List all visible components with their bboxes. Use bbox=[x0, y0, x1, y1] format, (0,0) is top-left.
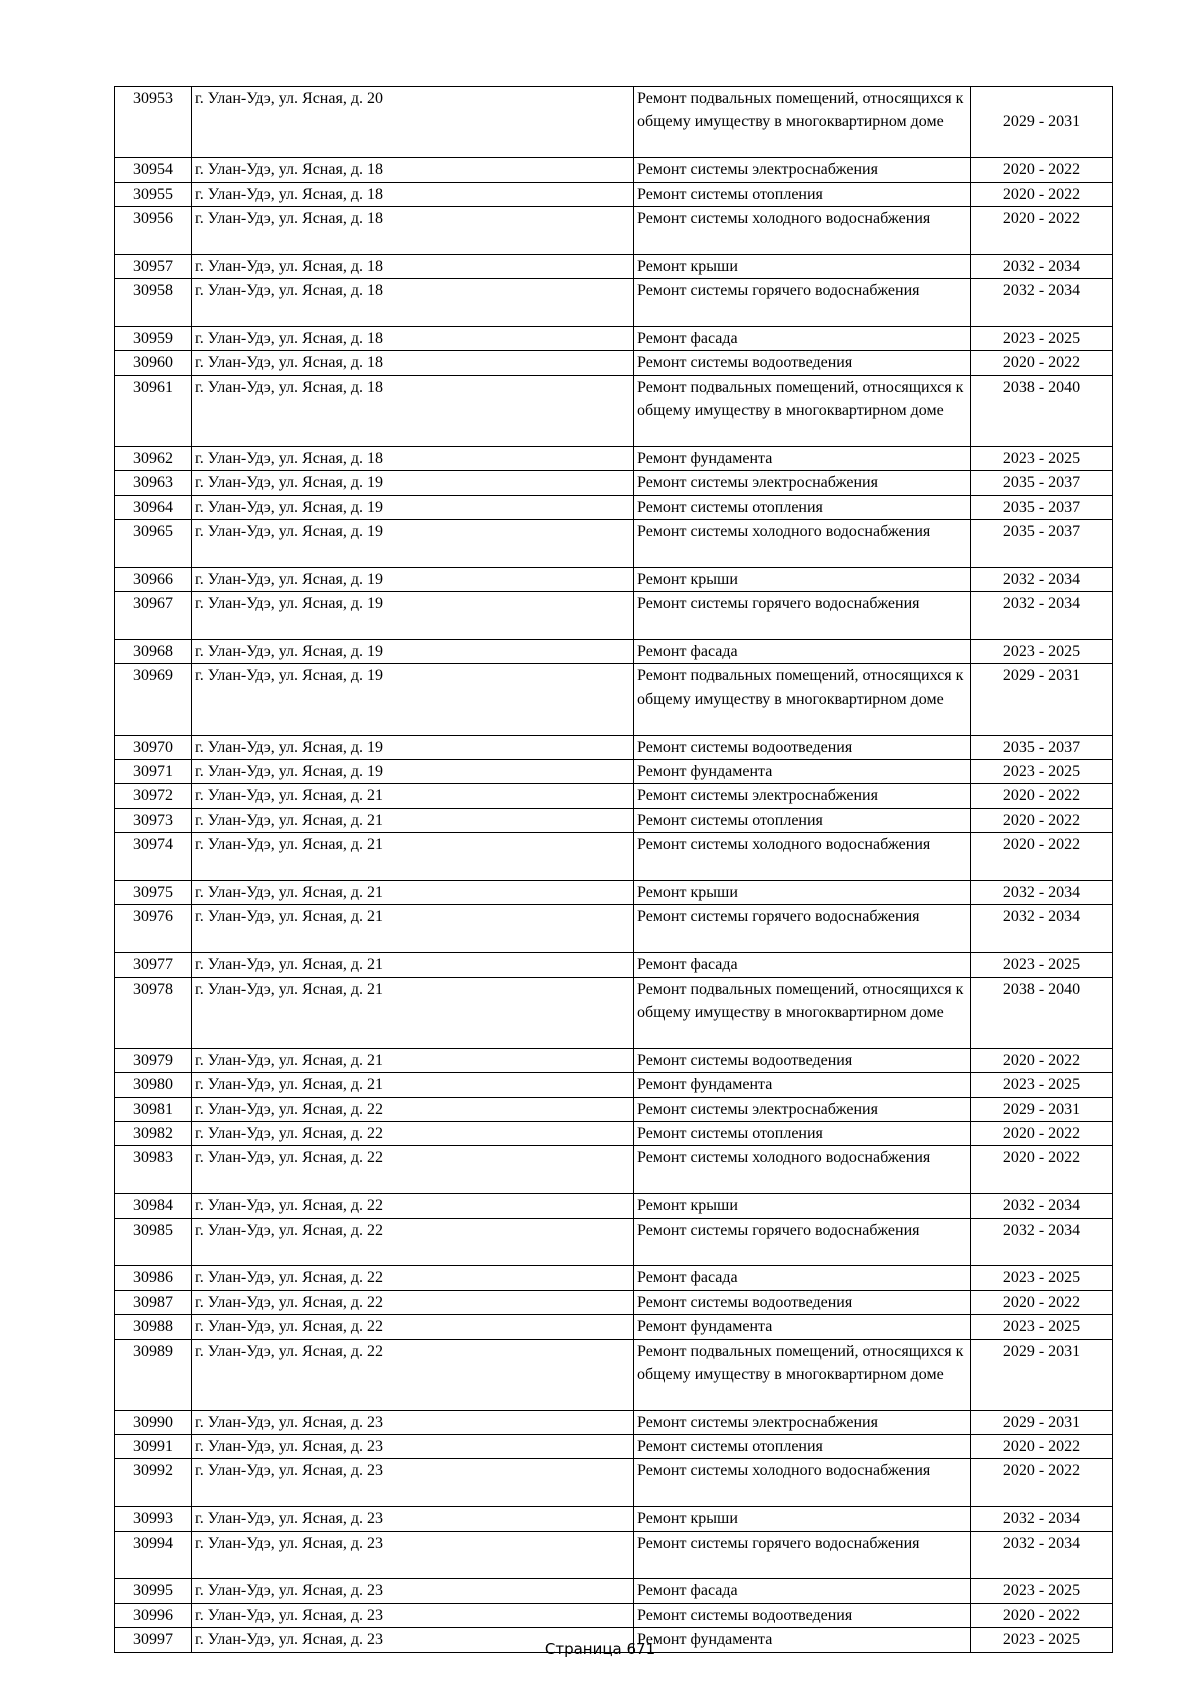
address-cell: г. Улан-Удэ, ул. Ясная, д. 19 bbox=[192, 592, 634, 640]
period-cell: 2020 - 2022 bbox=[971, 1435, 1113, 1459]
table-row bbox=[115, 1339, 1113, 1410]
row-number-cell: 30961 bbox=[115, 375, 192, 446]
address-cell: г. Улан-Удэ, ул. Ясная, д. 19 bbox=[192, 735, 634, 759]
address-cell: г. Улан-Удэ, ул. Ясная, д. 23 bbox=[192, 1531, 634, 1579]
work-type-cell: Ремонт крыши bbox=[634, 881, 971, 905]
row-number-cell: 30955 bbox=[115, 182, 192, 206]
address-cell: г. Улан-Удэ, ул. Ясная, д. 22 bbox=[192, 1121, 634, 1145]
period-cell: 2032 - 2034 bbox=[971, 1218, 1113, 1266]
row-number-cell: 30995 bbox=[115, 1579, 192, 1603]
period-cell: 2020 - 2022 bbox=[971, 784, 1113, 808]
period-cell: 2020 - 2022 bbox=[971, 808, 1113, 832]
period-cell: 2023 - 2025 bbox=[971, 760, 1113, 784]
address-cell: г. Улан-Удэ, ул. Ясная, д. 21 bbox=[192, 905, 634, 953]
period-cell: 2032 - 2034 bbox=[971, 1531, 1113, 1579]
row-number-cell: 30992 bbox=[115, 1459, 192, 1507]
table-row bbox=[115, 784, 1113, 808]
work-type-cell: Ремонт системы водоотведения bbox=[634, 351, 971, 375]
table-row bbox=[115, 87, 1113, 158]
row-number-cell: 30975 bbox=[115, 881, 192, 905]
period-cell: 2020 - 2022 bbox=[971, 833, 1113, 881]
work-type-cell: Ремонт системы отопления bbox=[634, 808, 971, 832]
work-type-cell: Ремонт системы холодного водоснабжения bbox=[634, 1146, 971, 1194]
table-row bbox=[115, 1507, 1113, 1531]
table-row bbox=[115, 664, 1113, 735]
address-cell: г. Улан-Удэ, ул. Ясная, д. 19 bbox=[192, 760, 634, 784]
address-cell: г. Улан-Удэ, ул. Ясная, д. 19 bbox=[192, 664, 634, 735]
address-cell: г. Улан-Удэ, ул. Ясная, д. 22 bbox=[192, 1315, 634, 1339]
address-cell: г. Улан-Удэ, ул. Ясная, д. 23 bbox=[192, 1507, 634, 1531]
period-cell: 2023 - 2025 bbox=[971, 446, 1113, 470]
row-number-cell: 30994 bbox=[115, 1531, 192, 1579]
address-cell: г. Улан-Удэ, ул. Ясная, д. 18 bbox=[192, 375, 634, 446]
table-row bbox=[115, 182, 1113, 206]
address-cell: г. Улан-Удэ, ул. Ясная, д. 21 bbox=[192, 784, 634, 808]
work-type-cell: Ремонт крыши bbox=[634, 567, 971, 591]
period-cell: 2029 - 2031 bbox=[971, 1097, 1113, 1121]
address-cell: г. Улан-Удэ, ул. Ясная, д. 19 bbox=[192, 567, 634, 591]
period-cell: 2029 - 2031 bbox=[971, 1339, 1113, 1410]
table-row bbox=[115, 158, 1113, 182]
work-type-cell: Ремонт фасада bbox=[634, 326, 971, 350]
row-number-cell: 30997 bbox=[115, 1628, 192, 1652]
address-cell: г. Улан-Удэ, ул. Ясная, д. 22 bbox=[192, 1194, 634, 1218]
address-cell: г. Улан-Удэ, ул. Ясная, д. 19 bbox=[192, 640, 634, 664]
row-number-cell: 30980 bbox=[115, 1073, 192, 1097]
row-number-cell: 30996 bbox=[115, 1603, 192, 1627]
work-type-cell: Ремонт фундамента bbox=[634, 1628, 971, 1652]
row-number-cell: 30981 bbox=[115, 1097, 192, 1121]
row-number-cell: 30960 bbox=[115, 351, 192, 375]
row-number-cell: 30978 bbox=[115, 977, 192, 1048]
period-cell: 2023 - 2025 bbox=[971, 1266, 1113, 1290]
row-number-cell: 30959 bbox=[115, 326, 192, 350]
period-cell: 2029 - 2031 bbox=[971, 1410, 1113, 1434]
period-cell: 2029 - 2031 bbox=[971, 87, 1113, 158]
period-cell: 2023 - 2025 bbox=[971, 1579, 1113, 1603]
table-row bbox=[115, 1146, 1113, 1194]
row-number-cell: 30984 bbox=[115, 1194, 192, 1218]
address-cell: г. Улан-Удэ, ул. Ясная, д. 23 bbox=[192, 1628, 634, 1652]
table-row bbox=[115, 1194, 1113, 1218]
address-cell: г. Улан-Удэ, ул. Ясная, д. 21 bbox=[192, 1048, 634, 1072]
work-type-cell: Ремонт фундамента bbox=[634, 1315, 971, 1339]
address-cell: г. Улан-Удэ, ул. Ясная, д. 22 bbox=[192, 1218, 634, 1266]
row-number-cell: 30970 bbox=[115, 735, 192, 759]
row-number-cell: 30993 bbox=[115, 1507, 192, 1531]
table-row bbox=[115, 1266, 1113, 1290]
address-cell: г. Улан-Удэ, ул. Ясная, д. 22 bbox=[192, 1097, 634, 1121]
work-type-cell: Ремонт системы водоотведения bbox=[634, 1603, 971, 1627]
address-cell: г. Улан-Удэ, ул. Ясная, д. 21 bbox=[192, 1073, 634, 1097]
work-type-cell: Ремонт фасада bbox=[634, 640, 971, 664]
address-cell: г. Улан-Удэ, ул. Ясная, д. 19 bbox=[192, 520, 634, 568]
page-number: Страница 671 bbox=[544, 1640, 656, 1658]
table-row bbox=[115, 351, 1113, 375]
work-type-cell: Ремонт системы водоотведения bbox=[634, 1290, 971, 1314]
row-number-cell: 30967 bbox=[115, 592, 192, 640]
table-row bbox=[115, 808, 1113, 832]
table-row bbox=[115, 254, 1113, 278]
row-number-cell: 30989 bbox=[115, 1339, 192, 1410]
row-number-cell: 30979 bbox=[115, 1048, 192, 1072]
work-type-cell: Ремонт системы горячего водоснабжения bbox=[634, 905, 971, 953]
table-row bbox=[115, 446, 1113, 470]
row-number-cell: 30972 bbox=[115, 784, 192, 808]
work-type-cell: Ремонт системы электроснабжения bbox=[634, 1097, 971, 1121]
period-cell: 2020 - 2022 bbox=[971, 1459, 1113, 1507]
work-type-cell: Ремонт крыши bbox=[634, 1194, 971, 1218]
period-cell: 2020 - 2022 bbox=[971, 1121, 1113, 1145]
table-row bbox=[115, 1315, 1113, 1339]
row-number-cell: 30990 bbox=[115, 1410, 192, 1434]
work-type-cell: Ремонт системы холодного водоснабжения bbox=[634, 206, 971, 254]
address-cell: г. Улан-Удэ, ул. Ясная, д. 21 bbox=[192, 977, 634, 1048]
table-row bbox=[115, 1579, 1113, 1603]
work-type-cell: Ремонт фасада bbox=[634, 1579, 971, 1603]
row-number-cell: 30956 bbox=[115, 206, 192, 254]
address-cell: г. Улан-Удэ, ул. Ясная, д. 18 bbox=[192, 182, 634, 206]
address-cell: г. Улан-Удэ, ул. Ясная, д. 22 bbox=[192, 1266, 634, 1290]
table-row bbox=[115, 1121, 1113, 1145]
work-type-cell: Ремонт фундамента bbox=[634, 446, 971, 470]
table-row bbox=[115, 567, 1113, 591]
table-row bbox=[115, 375, 1113, 446]
address-cell: г. Улан-Удэ, ул. Ясная, д. 23 bbox=[192, 1603, 634, 1627]
address-cell: г. Улан-Удэ, ул. Ясная, д. 19 bbox=[192, 471, 634, 495]
repair-schedule-table bbox=[114, 86, 1113, 1653]
address-cell: г. Улан-Удэ, ул. Ясная, д. 18 bbox=[192, 206, 634, 254]
period-cell: 2035 - 2037 bbox=[971, 520, 1113, 568]
table-row bbox=[115, 1459, 1113, 1507]
period-cell: 2038 - 2040 bbox=[971, 977, 1113, 1048]
address-cell: г. Улан-Удэ, ул. Ясная, д. 22 bbox=[192, 1339, 634, 1410]
period-cell: 2032 - 2034 bbox=[971, 905, 1113, 953]
table-row bbox=[115, 1603, 1113, 1627]
work-type-cell: Ремонт системы горячего водоснабжения bbox=[634, 1218, 971, 1266]
work-type-cell: Ремонт системы горячего водоснабжения bbox=[634, 1531, 971, 1579]
work-type-cell: Ремонт крыши bbox=[634, 254, 971, 278]
table-row bbox=[115, 206, 1113, 254]
table-body bbox=[115, 87, 1113, 1653]
row-number-cell: 30985 bbox=[115, 1218, 192, 1266]
work-type-cell: Ремонт подвальных помещений, относящихся к общему имуществу в многоквартирном доме bbox=[634, 1339, 971, 1410]
row-number-cell: 30957 bbox=[115, 254, 192, 278]
work-type-cell: Ремонт фундамента bbox=[634, 1073, 971, 1097]
row-number-cell: 30986 bbox=[115, 1266, 192, 1290]
address-cell: г. Улан-Удэ, ул. Ясная, д. 23 bbox=[192, 1459, 634, 1507]
work-type-cell: Ремонт системы водоотведения bbox=[634, 735, 971, 759]
period-cell: 2035 - 2037 bbox=[971, 471, 1113, 495]
period-cell: 2020 - 2022 bbox=[971, 158, 1113, 182]
table-row bbox=[115, 735, 1113, 759]
table-row bbox=[115, 1218, 1113, 1266]
work-type-cell: Ремонт системы холодного водоснабжения bbox=[634, 1459, 971, 1507]
address-cell: г. Улан-Удэ, ул. Ясная, д. 21 bbox=[192, 953, 634, 977]
table-row bbox=[115, 905, 1113, 953]
period-cell: 2023 - 2025 bbox=[971, 326, 1113, 350]
table-row bbox=[115, 881, 1113, 905]
row-number-cell: 30974 bbox=[115, 833, 192, 881]
period-cell: 2020 - 2022 bbox=[971, 1603, 1113, 1627]
table-row bbox=[115, 326, 1113, 350]
row-number-cell: 30958 bbox=[115, 279, 192, 327]
work-type-cell: Ремонт подвальных помещений, относящихся к общему имуществу в многоквартирном доме bbox=[634, 87, 971, 158]
table-row bbox=[115, 495, 1113, 519]
table-row bbox=[115, 1410, 1113, 1434]
table-row bbox=[115, 977, 1113, 1048]
period-cell: 2035 - 2037 bbox=[971, 495, 1113, 519]
period-cell: 2023 - 2025 bbox=[971, 640, 1113, 664]
table-row bbox=[115, 1435, 1113, 1459]
address-cell: г. Улан-Удэ, ул. Ясная, д. 18 bbox=[192, 158, 634, 182]
work-type-cell: Ремонт системы электроснабжения bbox=[634, 471, 971, 495]
address-cell: г. Улан-Удэ, ул. Ясная, д. 18 bbox=[192, 446, 634, 470]
row-number-cell: 30973 bbox=[115, 808, 192, 832]
period-cell: 2020 - 2022 bbox=[971, 1290, 1113, 1314]
work-type-cell: Ремонт системы отопления bbox=[634, 182, 971, 206]
address-cell: г. Улан-Удэ, ул. Ясная, д. 21 bbox=[192, 808, 634, 832]
address-cell: г. Улан-Удэ, ул. Ясная, д. 18 bbox=[192, 254, 634, 278]
period-cell: 2032 - 2034 bbox=[971, 567, 1113, 591]
address-cell: г. Улан-Удэ, ул. Ясная, д. 23 bbox=[192, 1579, 634, 1603]
address-cell: г. Улан-Удэ, ул. Ясная, д. 20 bbox=[192, 87, 634, 158]
address-cell: г. Улан-Удэ, ул. Ясная, д. 23 bbox=[192, 1435, 634, 1459]
table-row bbox=[115, 953, 1113, 977]
period-cell: 2020 - 2022 bbox=[971, 1048, 1113, 1072]
row-number-cell: 30991 bbox=[115, 1435, 192, 1459]
work-type-cell: Ремонт системы отопления bbox=[634, 1121, 971, 1145]
period-cell: 2038 - 2040 bbox=[971, 375, 1113, 446]
work-type-cell: Ремонт системы горячего водоснабжения bbox=[634, 592, 971, 640]
address-cell: г. Улан-Удэ, ул. Ясная, д. 18 bbox=[192, 279, 634, 327]
row-number-cell: 30965 bbox=[115, 520, 192, 568]
row-number-cell: 30971 bbox=[115, 760, 192, 784]
address-cell: г. Улан-Удэ, ул. Ясная, д. 21 bbox=[192, 833, 634, 881]
period-cell: 2032 - 2034 bbox=[971, 881, 1113, 905]
period-cell: 2032 - 2034 bbox=[971, 592, 1113, 640]
period-cell: 2023 - 2025 bbox=[971, 953, 1113, 977]
address-cell: г. Улан-Удэ, ул. Ясная, д. 19 bbox=[192, 495, 634, 519]
work-type-cell: Ремонт системы водоотведения bbox=[634, 1048, 971, 1072]
work-type-cell: Ремонт системы электроснабжения bbox=[634, 784, 971, 808]
row-number-cell: 30968 bbox=[115, 640, 192, 664]
address-cell: г. Улан-Удэ, ул. Ясная, д. 18 bbox=[192, 326, 634, 350]
period-cell: 2032 - 2034 bbox=[971, 279, 1113, 327]
row-number-cell: 30988 bbox=[115, 1315, 192, 1339]
work-type-cell: Ремонт системы отопления bbox=[634, 495, 971, 519]
table-row bbox=[115, 520, 1113, 568]
table-row bbox=[115, 1097, 1113, 1121]
table-row bbox=[115, 592, 1113, 640]
row-number-cell: 30964 bbox=[115, 495, 192, 519]
row-number-cell: 30966 bbox=[115, 567, 192, 591]
table-row bbox=[115, 833, 1113, 881]
row-number-cell: 30983 bbox=[115, 1146, 192, 1194]
table-row bbox=[115, 760, 1113, 784]
address-cell: г. Улан-Удэ, ул. Ясная, д. 21 bbox=[192, 881, 634, 905]
period-cell: 2032 - 2034 bbox=[971, 254, 1113, 278]
work-type-cell: Ремонт подвальных помещений, относящихся к общему имуществу в многоквартирном доме bbox=[634, 375, 971, 446]
address-cell: г. Улан-Удэ, ул. Ясная, д. 23 bbox=[192, 1410, 634, 1434]
work-type-cell: Ремонт крыши bbox=[634, 1507, 971, 1531]
work-type-cell: Ремонт системы электроснабжения bbox=[634, 1410, 971, 1434]
period-cell: 2020 - 2022 bbox=[971, 351, 1113, 375]
period-cell: 2032 - 2034 bbox=[971, 1194, 1113, 1218]
address-cell: г. Улан-Удэ, ул. Ясная, д. 18 bbox=[192, 351, 634, 375]
address-cell: г. Улан-Удэ, ул. Ясная, д. 22 bbox=[192, 1290, 634, 1314]
table-row bbox=[115, 1531, 1113, 1579]
period-cell: 2020 - 2022 bbox=[971, 182, 1113, 206]
row-number-cell: 30963 bbox=[115, 471, 192, 495]
row-number-cell: 30987 bbox=[115, 1290, 192, 1314]
table-row bbox=[115, 1048, 1113, 1072]
work-type-cell: Ремонт системы электроснабжения bbox=[634, 158, 971, 182]
work-type-cell: Ремонт системы горячего водоснабжения bbox=[634, 279, 971, 327]
period-cell: 2023 - 2025 bbox=[971, 1628, 1113, 1652]
period-cell: 2029 - 2031 bbox=[971, 664, 1113, 735]
row-number-cell: 30976 bbox=[115, 905, 192, 953]
work-type-cell: Ремонт подвальных помещений, относящихся к общему имуществу в многоквартирном доме bbox=[634, 977, 971, 1048]
period-cell: 2023 - 2025 bbox=[971, 1315, 1113, 1339]
table-row bbox=[115, 1073, 1113, 1097]
work-type-cell: Ремонт фасада bbox=[634, 953, 971, 977]
work-type-cell: Ремонт подвальных помещений, относящихся к общему имуществу в многоквартирном доме bbox=[634, 664, 971, 735]
row-number-cell: 30977 bbox=[115, 953, 192, 977]
work-type-cell: Ремонт системы отопления bbox=[634, 1435, 971, 1459]
row-number-cell: 30982 bbox=[115, 1121, 192, 1145]
row-number-cell: 30954 bbox=[115, 158, 192, 182]
period-cell: 2020 - 2022 bbox=[971, 206, 1113, 254]
period-cell: 2020 - 2022 bbox=[971, 1146, 1113, 1194]
period-cell: 2035 - 2037 bbox=[971, 735, 1113, 759]
period-cell: 2032 - 2034 bbox=[971, 1507, 1113, 1531]
work-type-cell: Ремонт системы холодного водоснабжения bbox=[634, 833, 971, 881]
table-row bbox=[115, 1290, 1113, 1314]
period-cell: 2023 - 2025 bbox=[971, 1073, 1113, 1097]
row-number-cell: 30969 bbox=[115, 664, 192, 735]
table-row bbox=[115, 279, 1113, 327]
row-number-cell: 30962 bbox=[115, 446, 192, 470]
row-number-cell: 30953 bbox=[115, 87, 192, 158]
address-cell: г. Улан-Удэ, ул. Ясная, д. 22 bbox=[192, 1146, 634, 1194]
table-row bbox=[115, 471, 1113, 495]
work-type-cell: Ремонт системы холодного водоснабжения bbox=[634, 520, 971, 568]
work-type-cell: Ремонт фундамента bbox=[634, 760, 971, 784]
work-type-cell: Ремонт фасада bbox=[634, 1266, 971, 1290]
table-row bbox=[115, 640, 1113, 664]
